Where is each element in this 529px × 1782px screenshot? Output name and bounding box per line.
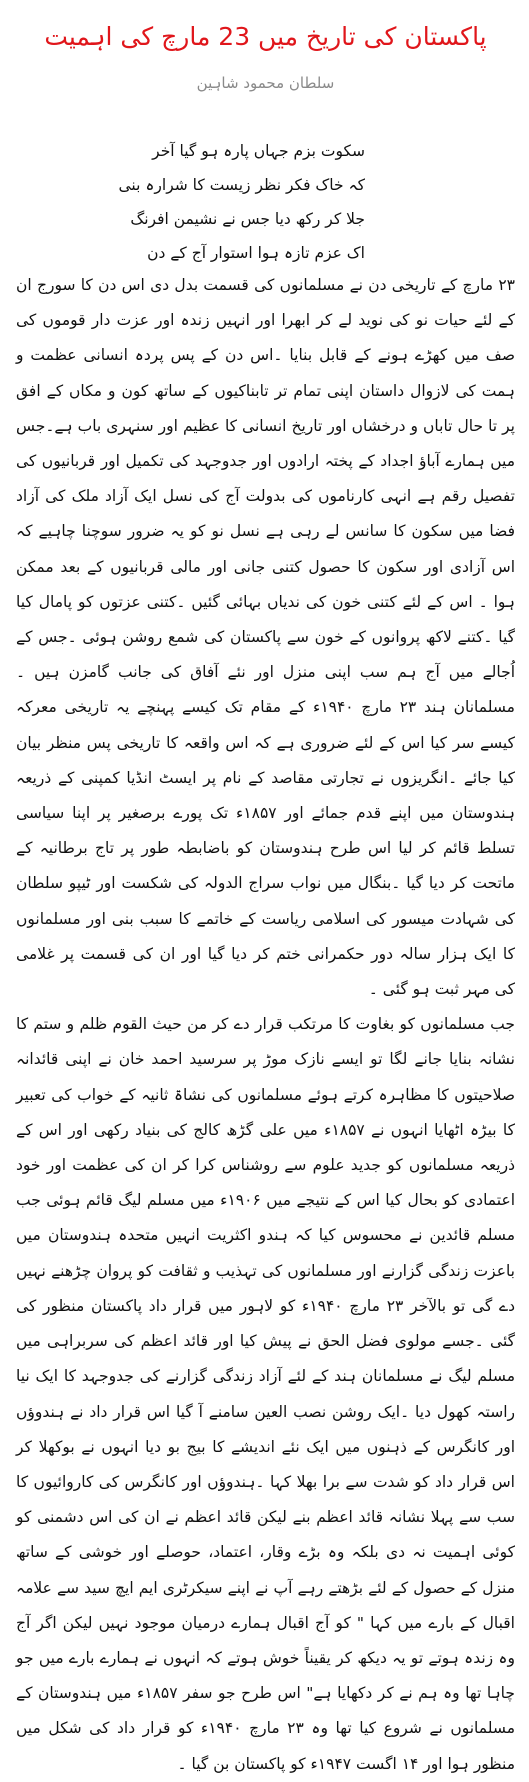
article-author: سلطان محمود شاہین	[196, 74, 335, 92]
poem-line: سکوت بزم جہاں پارہ ہو گیا آخر	[152, 142, 365, 160]
article-title: پاکستان کی تاریخ میں 23 مارچ کی اہمیت	[44, 22, 487, 51]
body-paragraph: ۲۳ مارچ کے تاریخی دن نے مسلمانوں کی قسمت بدل دی اس دن کا سورج ان کے لئے حیات نو کی نوید لے کر ابھرا اور انہیں زندہ اور عزت دار قوموں کی صف میں کھڑے ہونے کے قابل بنایا ۔اس دن کے پس پردہ انسانی عظمت و ہمت کی لازوال داستان اپنی تمام تر تابناکیوں کے ساتھ کون و مکاں کے افق پر تا حال تاباں و درخشاں اور تاریخ انسانی کا عظیم اور سنہری باب ہے۔جس میں ہمارے آباؤ اجداد کے پختہ ارادوں اور جدوجہد کی تکمیل اور قربانیوں کی تفصیل رقم ہے انہی کارناموں کی بدولت آج کی نسل ایک آزاد ملک کی آزاد فضا میں سکون کا سانس لے رہی ہے نسل نو کو یہ ضرور سوچنا چاہیے کہ اس آزادی اور سکون کا حصول کتنی جانی اور مالی قربانیوں کے بعد ممکن ہوا ۔ اس کے لئے کتنی خون کی ندیاں بہائی گئیں ۔کتنی عزتوں کو پامال کیا گیا ۔کتنے لاکھ پروانوں کے خون سے پاکستان کی شمع روشن ہوئی ۔جس کے اُجالے میں آج ہم سب اپنی منزل اور نئے آفاق کی جانب گامزن ہیں ۔مسلمانان ہند ۲۳ مارچ ۱۹۴۰ء کے مقام تک کیسے پہنچے یہ تاریخی معرکہ کیسے سر کیا اس کے لئے ضروری ہے کہ اس واقعہ کا تاریخی پس منظر بیان کیا جائے ۔انگریزوں نے تجارتی مقاصد کے نام پر ایسٹ انڈیا کمپنی کے ذریعہ ہندوستان میں اپنے قدم جمائے اور ۱۸۵۷ء تک پورے برصغیر پر اپنا سیاسی تسلط قائم کر لیا اس طرح ہندوستان کو باضابطہ طور پر تاج برطانیہ کے ماتحت کر دیا گیا ۔بنگال میں نواب سراج الدولہ کی شکست اور ٹیپو سلطان کی شہادت میسور کی اسلامی ریاست کے خاتمے کا سبب بنی اور مسلمانوں کا ایک ہزار سالہ دور حکمرانی ختم کر دیا گیا اور ان کی قسمت پر غلامی کی مہر ثبت ہو گئی ۔	[16, 276, 516, 999]
poem-line: کہ خاک فکر نظر زیست کا شرارہ بنی	[118, 176, 365, 194]
poem-line: جلا کر رکھ دیا جس نے نشیمن افرنگ	[130, 210, 365, 228]
article-body	[16, 268, 515, 1782]
poem-block	[118, 134, 365, 270]
poem-line: اک عزم تازہ ہوا استوار آج کے دن	[147, 244, 365, 262]
body-paragraph: جب مسلمانوں کو بغاوت کا مرتکب قرار دے کر من حیث القوم ظلم و ستم کا نشانہ بنایا جانے لگا تو ایسے نازک موڑ پر سرسید احمد خان نے اپنی قائدانہ صلاحیتوں کا مظاہرہ کرتے ہوئے مسلمانوں کی نشاۃ ثانیہ کے خواب کی تعبیر کا بیڑہ اٹھایا انہوں نے ۱۸۵۷ء میں علی گڑھ کالج کی بنیاد رکھی اور اس کے ذریعہ مسلمانوں کو جدید علوم سے روشناس کرا کر ان کی عظمت اور خود اعتمادی کو بحال کیا اس کے نتیجے میں ۱۹۰۶ء میں مسلم لیگ قائم ہوئی جب مسلم قائدین نے محسوس کیا کہ ہندو اکثریت انہیں متحدہ ہندوستان میں باعزت زندگی گزارنے اور مسلمانوں کی تہذیب و ثقافت کو پروان چڑھنے نہیں دے گی تو بالآخر ۲۳ مارچ ۱۹۴۰ء کو لاہور میں قرار داد پاکستان منظور کی گئی ۔جسے مولوی فضل الحق نے پیش کیا اور قائد اعظم کی سربراہی میں مسلم لیگ نے مسلمانان ہند کے لئے آزاد زندگی گزارنے کی جدوجہد کا ایک نیا راستہ کھول دیا ۔ایک روشن نصب العین سامنے آ گیا اس قرار داد نے ہندوؤں اور کانگرس کے ذہنوں میں ایک نئے اندیشے کا بیج بو دیا انہوں نے بوکھلا کر اس قرار داد کو شدت سے برا بھلا کہا ۔ہندوؤں اور کانگرس کی کاروائیوں کا سب سے پہلا نشانہ قائد اعظم بنے لیکن قائد اعظم نے ان کی اس دشمنی کو کوئی اہمیت نہ دی بلکہ وہ بڑے وقار، اعتماد، حوصلے اور خوشی کے ساتھ منزل کے حصول کے لئے بڑھتے رہے آپ نے اپنے سیکرٹری ایم ایچ سید سے علامہ اقبال کے بارے میں کہا " کو آج اقبال ہمارے درمیان موجود نہیں لیکن اگر آج وہ زندہ ہوتے تو یہ دیکھ کر یقیناً خوش ہوتے کہ انہوں نے ہمارے بارے میں جو چاہا تھا وہ ہم نے کر دکھایا ہے" اس طرح جو سفر ۱۸۵۷ء میں ہندوستان کے مسلمانوں نے شروع کیا تھا وہ ۲۳ مارچ ۱۹۴۰ء کو قرار داد کی شکل میں منظور ہوا اور ۱۴ اگست ۱۹۴۷ء کو پاکستان بن گیا ۔	[16, 1015, 515, 1773]
